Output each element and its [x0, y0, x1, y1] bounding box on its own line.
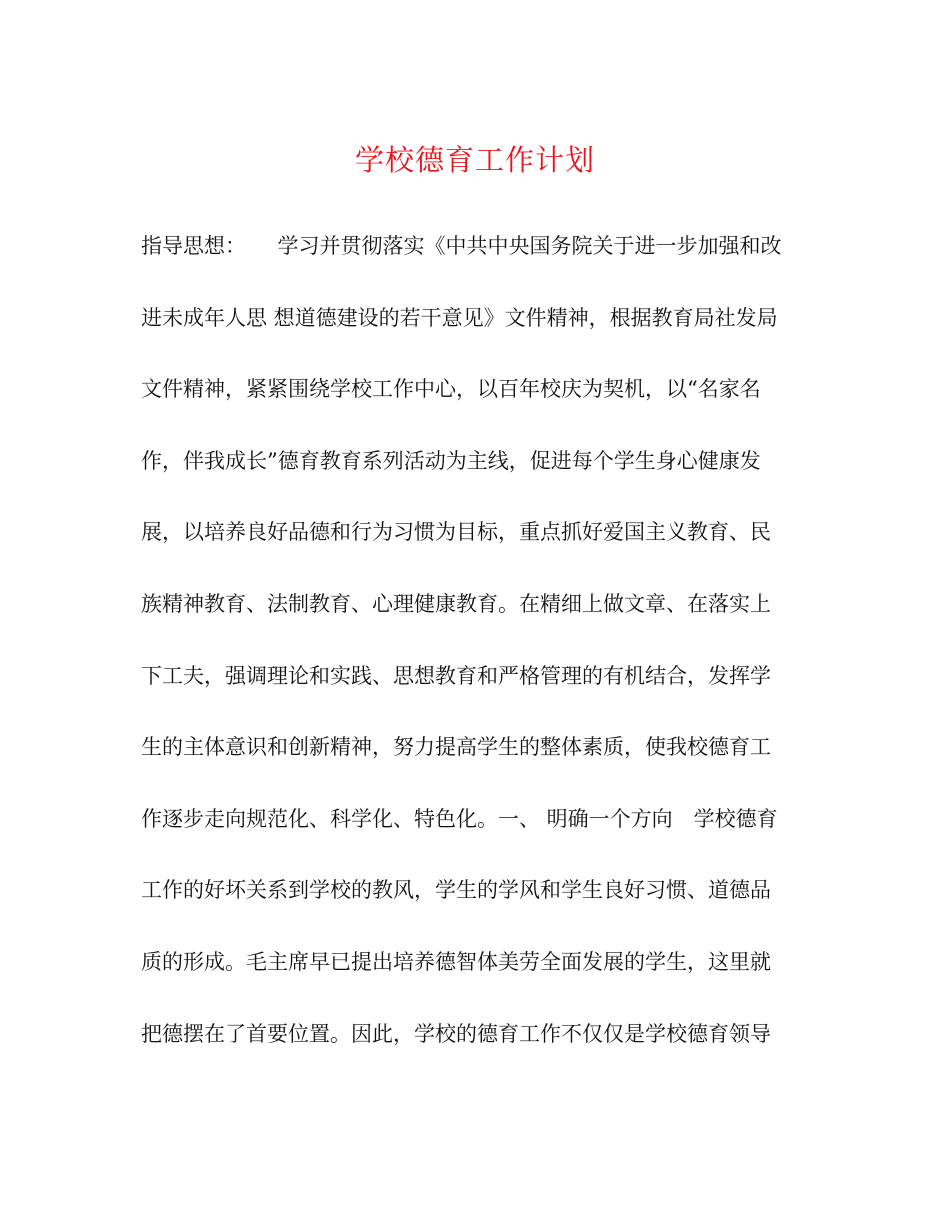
- body-line: 生的主体意识和创新精神，努力提高学生的整体素质，使我校德育工: [141, 735, 771, 760]
- body-line: 把德摆在了首要位置。因此，学校的德育工作不仅仅是学校德育领导: [141, 1021, 771, 1046]
- document-title: 学校德育工作计划: [354, 143, 595, 177]
- body-line: 展，以培养良好品德和行为习惯为目标，重点抓好爱国主义教育、民: [141, 520, 771, 545]
- body-line: 文件精神，紧紧围绕学校工作中心，以百年校庆为契机，以“名家名: [141, 377, 761, 402]
- document-body: [141, 222, 811, 1081]
- body-line: 质的形成。毛主席早已提出培养德智体美劳全面发展的学生，这里就: [141, 949, 771, 974]
- body-line: 下工夫，强调理论和实践、思想教育和严格管理的有机结合，发挥学: [141, 663, 771, 688]
- body-line: 作逐步走向规范化、科学化、特色化。一、 明确一个方向 学校德育: [141, 806, 778, 831]
- body-line: 指导思想： 学习并贯彻落实《中共中央国务院关于进一步加强和改: [141, 234, 782, 258]
- body-line: 作，伴我成长”德育教育系列活动为主线，促进每个学生身心健康发: [141, 448, 761, 473]
- body-line: 族精神教育、法制教育、心理健康教育。在精细上做文章、在落实上: [141, 591, 771, 616]
- body-line: 进未成年人思 想道德建设的若干意见》文件精神，根据教育局社发局: [141, 305, 778, 330]
- body-line: 工作的好坏关系到学校的教风，学生的学风和学生良好习惯、道德品: [141, 878, 771, 903]
